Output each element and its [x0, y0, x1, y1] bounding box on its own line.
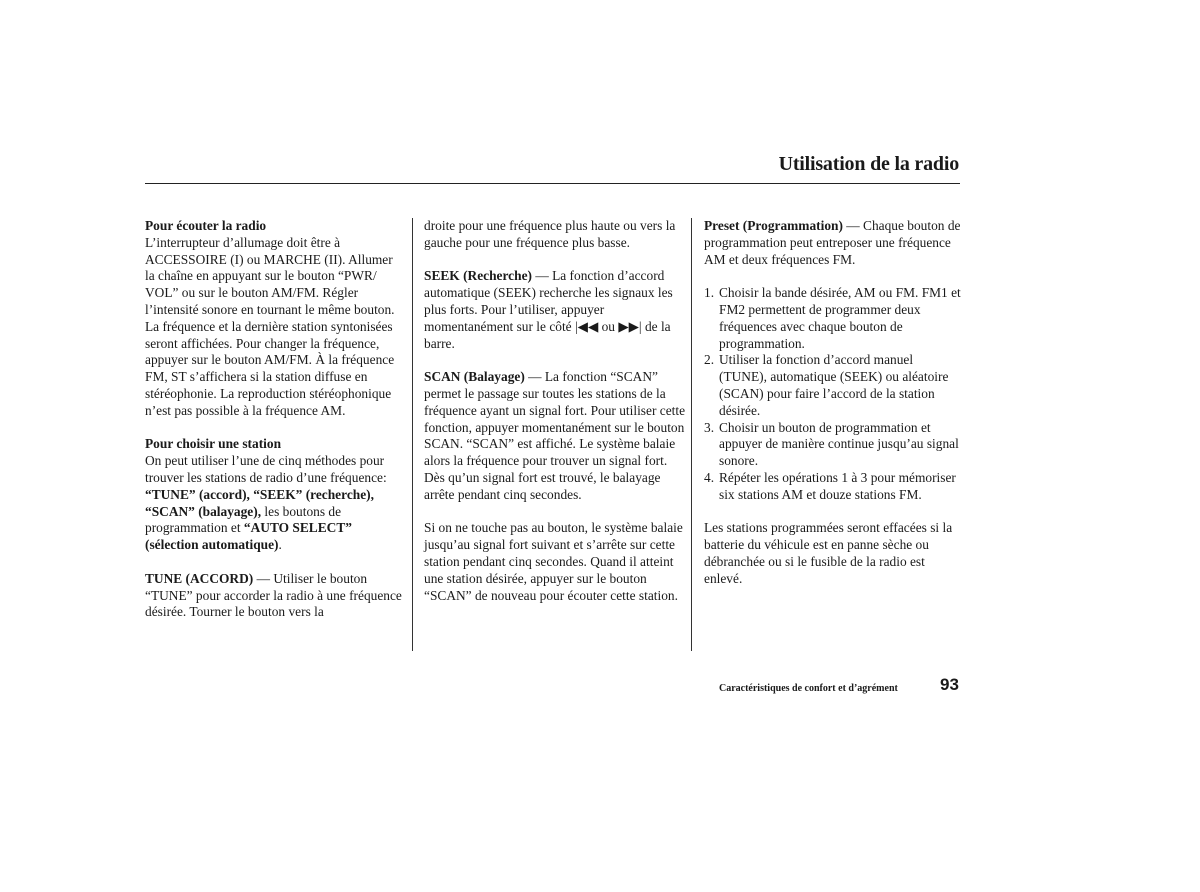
methods-text-3: .: [278, 537, 282, 553]
methods-text: On peut utiliser l’une de cinq méthodes pour trouver les stations de radio d’une fréquence:: [145, 453, 387, 485]
list-item: [704, 470, 962, 504]
step-text: Choisir la bande désirée, AM ou FM. FM1 et FM2 permettent de programmer deux fréquences avec chaque bouton de programmation.: [719, 285, 961, 351]
scan-label: SCAN (Balayage): [424, 369, 525, 385]
page-title: Utilisation de la radio: [778, 153, 959, 175]
list-item: [704, 285, 962, 352]
page-number: 93: [940, 675, 959, 694]
seek-text: — La fonction d’accord automatique (SEEK) recherche les signaux les plus forts. Pour l’utiliser, appuyer momentanément sur le côté |◀◀ ou ▶▶| de la barre.: [424, 268, 673, 351]
paragraph-methods: [145, 453, 403, 554]
column-1: [145, 218, 403, 621]
paragraph-preset: [704, 218, 962, 268]
preset-text: — Chaque bouton de programmation peut entreposer une fréquence AM et deux fréquences FM.: [704, 218, 961, 267]
tune-label: TUNE (ACCORD): [145, 570, 254, 586]
title-rule: [145, 183, 960, 184]
paragraph-erase: Les stations programmées seront effacées si la batterie du véhicule est en panne sèche ou débranchée ou si le fusible de la radio est enlevé.: [704, 520, 953, 586]
section-heading-choose-station: Pour choisir une station: [145, 436, 282, 452]
paragraph-tune-continued: droite pour une fréquence plus haute ou vers la gauche pour une fréquence plus basse.: [424, 218, 676, 250]
seek-label: SEEK (Recherche): [424, 268, 532, 284]
footer-section-title: Caractéristiques de confort et d’agrément: [719, 683, 898, 694]
paragraph-scan-continue: Si on ne touche pas au bouton, le système balaie jusqu’au signal fort suivant et s’arrête sur cette station pendant cinq secondes. Quand il atteint une station désirée, appuyer sur le bouton “SCAN” de nouveau pour écouter cette station.: [424, 520, 683, 603]
step-number: 3.: [704, 419, 715, 435]
tune-text: — Utiliser le bouton “TUNE” pour accorder la radio à une fréquence désirée. Tourner le bouton vers la: [145, 570, 402, 620]
step-text: Répéter les opérations 1 à 3 pour mémoriser six stations AM et douze stations FM.: [719, 469, 956, 502]
paragraph-tune: [145, 571, 403, 621]
column-divider-1: [412, 218, 413, 651]
list-item: [704, 420, 962, 470]
section-heading-listen: Pour écouter la radio: [145, 218, 267, 233]
methods-text-2: les boutons de programmation et: [145, 503, 342, 536]
paragraph-frequency: La fréquence et la dernière station syntonisées seront affichées. Pour changer la fréquence, appuyer sur le bouton AM/FM. À la fréquence FM, ST s’affichera si la station diffuse en stéréophonie. La reproduction stéréophonique n’est pas possible à la fréquence AM.: [145, 318, 395, 418]
scan-text: — La fonction “SCAN” permet le passage sur toutes les stations de la fréquence ayant un signal fort. Pour utiliser cette fonction, appuyer momentanément sur le bouton SCAN. “SCAN” est affiché. Le système balaie alors la fréquence pour trouver un signal fort. Dès qu’un signal fort est trouvé, le balayage arrête pendant cinq secondes.: [424, 369, 686, 502]
methods-bold-2: “AUTO SELECT” (sélection automatique): [145, 520, 352, 553]
preset-label: Preset (Programmation): [704, 218, 843, 233]
column-divider-2: [691, 218, 692, 651]
list-item: [704, 352, 962, 419]
paragraph-ignition: L’interrupteur d’allumage doit être à ACCESSOIRE (I) ou MARCHE (II). Allumer la chaîne en appuyant sur le bouton “PWR/ VOL” ou sur le bouton AM/FM. Régler l’intensité sonore en tournant le même bouton.: [145, 234, 395, 317]
column-2: [424, 218, 686, 604]
preset-steps-list: [704, 285, 962, 503]
step-text: Choisir un bouton de programmation et appuyer de manière continue jusqu’au signal sonore.: [719, 419, 959, 469]
step-number: 4.: [704, 469, 715, 485]
column-3: [704, 218, 962, 588]
step-number: 2.: [704, 352, 715, 368]
methods-bold-1: “TUNE” (accord), “SEEK” (recherche), “SCAN” (balayage),: [145, 486, 374, 519]
step-number: 1.: [704, 285, 715, 301]
paragraph-scan: [424, 369, 686, 503]
step-text: Utiliser la fonction d’accord manuel (TUNE), automatique (SEEK) ou aléatoire (SCAN) pour faire l’accord de la station désirée.: [719, 352, 949, 418]
paragraph-seek: [424, 268, 686, 352]
